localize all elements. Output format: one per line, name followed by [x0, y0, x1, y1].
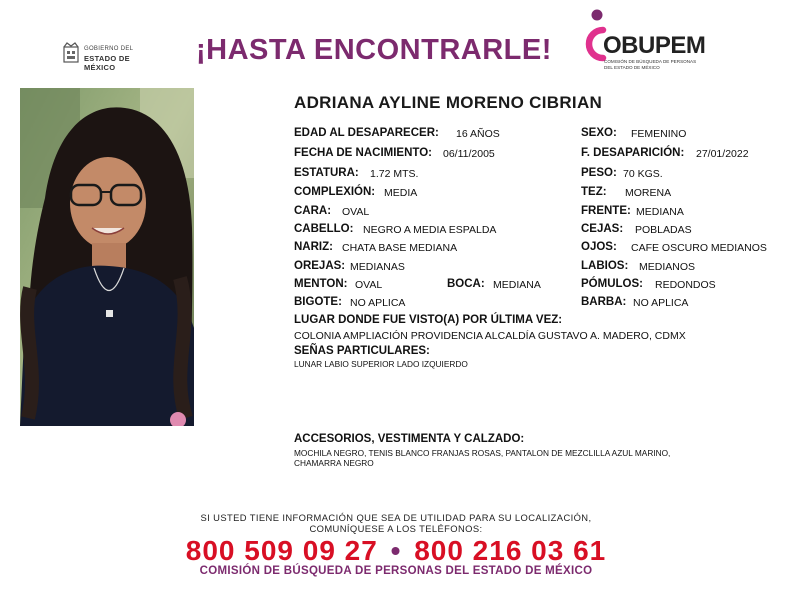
cobupem-subtitle-2: DEL ESTADO DE MÉXICO [604, 65, 660, 70]
cobupem-wordmark: OBUPEM [603, 32, 706, 59]
value-frente: MEDIANA [636, 206, 684, 218]
value-labios: MEDIANOS [639, 261, 696, 273]
value-barba: NO APLICA [633, 297, 689, 309]
clothing-line-1: MOCHILA NEGRO, TENIS BLANCO FRANJAS ROSAS, PANTALON DE MEZCLILLA AZUL MARINO, [294, 448, 671, 458]
label-orejas: OREJAS: [294, 260, 346, 272]
cobupem-subtitle-1: COMISIÓN DE BÚSQUEDA DE PERSONAS [604, 59, 697, 64]
page-headline: ¡HASTA ENCONTRARLE! [196, 34, 552, 66]
phone-separator: • [390, 535, 402, 566]
clothing-line-2: CHAMARRA NEGRO [294, 458, 374, 468]
phone-numbers [0, 535, 792, 567]
value-bigote: NO APLICA [350, 297, 406, 309]
label-fecha-nacimiento: FECHA DE NACIMIENTO: [294, 147, 432, 159]
commission-name: COMISIÓN DE BÚSQUEDA DE PERSONAS DEL ESTADO DE MÉXICO [199, 565, 593, 577]
label-sexo: SEXO: [581, 127, 617, 139]
label-cejas: CEJAS: [581, 223, 624, 235]
value-ojos: CAFE OSCURO MEDIANOS [631, 242, 767, 254]
value-fecha-nacimiento: 06/11/2005 [443, 148, 495, 160]
label-nariz: NARIZ: [294, 241, 333, 253]
value-fecha-desaparicion: 27/01/2022 [696, 148, 749, 160]
gov-logo-line1: GOBIERNO DEL [84, 46, 134, 52]
label-frente: FRENTE: [581, 205, 631, 217]
label-tez: TEZ: [581, 186, 607, 198]
government-logo [62, 40, 162, 72]
contact-note-2: COMUNÍQUESE A LOS TELÉFONOS: [309, 523, 483, 534]
value-pomulos: REDONDOS [655, 279, 716, 291]
value-edad: 16 AÑOS [456, 128, 500, 140]
last-seen-value: COLONIA AMPLIACIÓN PROVIDENCIA ALCALDÍA GUSTAVO A. MADERO, CDMX [294, 330, 686, 342]
value-nariz: CHATA BASE MEDIANA [342, 242, 458, 254]
value-cabello: NEGRO A MEDIA ESPALDA [363, 224, 497, 236]
label-bigote: BIGOTE: [294, 296, 342, 308]
value-peso: 70 KGS. [623, 168, 663, 180]
contact-note-1: SI USTED TIENE INFORMACIÓN QUE SEA DE UTILIDAD PARA SU LOCALIZACIÓN, [200, 512, 592, 523]
cobupem-logo [572, 8, 722, 72]
label-complexion: COMPLEXIÓN: [294, 186, 376, 198]
marks-label: SEÑAS PARTICULARES: [294, 345, 430, 357]
label-estatura: ESTATURA: [294, 167, 359, 179]
gov-logo-line2: ESTADO DE MÉXICO [84, 54, 130, 72]
value-complexion: MEDIA [384, 187, 418, 199]
person-name: ADRIANA AYLINE MORENO CIBRIAN [294, 93, 603, 112]
value-boca: MEDIANA [493, 279, 541, 291]
value-cejas: POBLADAS [635, 224, 692, 236]
person-photo [20, 88, 194, 426]
clothing-label: ACCESORIOS, VESTIMENTA Y CALZADO: [294, 433, 525, 445]
value-cara: OVAL [342, 206, 370, 218]
value-menton: OVAL [355, 279, 383, 291]
value-sexo: FEMENINO [631, 128, 687, 140]
marks-value: LUNAR LABIO SUPERIOR LADO IZQUIERDO [294, 359, 468, 369]
label-labios: LABIOS: [581, 260, 629, 272]
state-seal-icon [62, 42, 80, 64]
phone-number-2[interactable]: 800 216 03 61 [414, 535, 607, 566]
value-tez: MORENA [625, 187, 672, 199]
label-boca: BOCA: [447, 278, 485, 290]
phone-number-1[interactable]: 800 509 09 27 [185, 535, 378, 566]
label-peso: PESO: [581, 167, 617, 179]
value-orejas: MEDIANAS [350, 261, 405, 273]
label-pomulos: PÓMULOS: [581, 278, 643, 290]
label-ojos: OJOS: [581, 241, 617, 253]
label-barba: BARBA: [581, 296, 627, 308]
label-cabello: CABELLO: [294, 223, 354, 235]
label-edad: EDAD AL DESAPARECER: [294, 127, 439, 139]
label-fecha-desaparicion: F. DESAPARICIÓN: [581, 147, 685, 159]
last-seen-label: LUGAR DONDE FUE VISTO(A) POR ÚLTIMA VEZ: [294, 314, 563, 326]
label-menton: MENTON: [294, 278, 348, 290]
value-estatura: 1.72 MTS. [370, 168, 419, 180]
label-cara: CARA: [294, 205, 332, 217]
